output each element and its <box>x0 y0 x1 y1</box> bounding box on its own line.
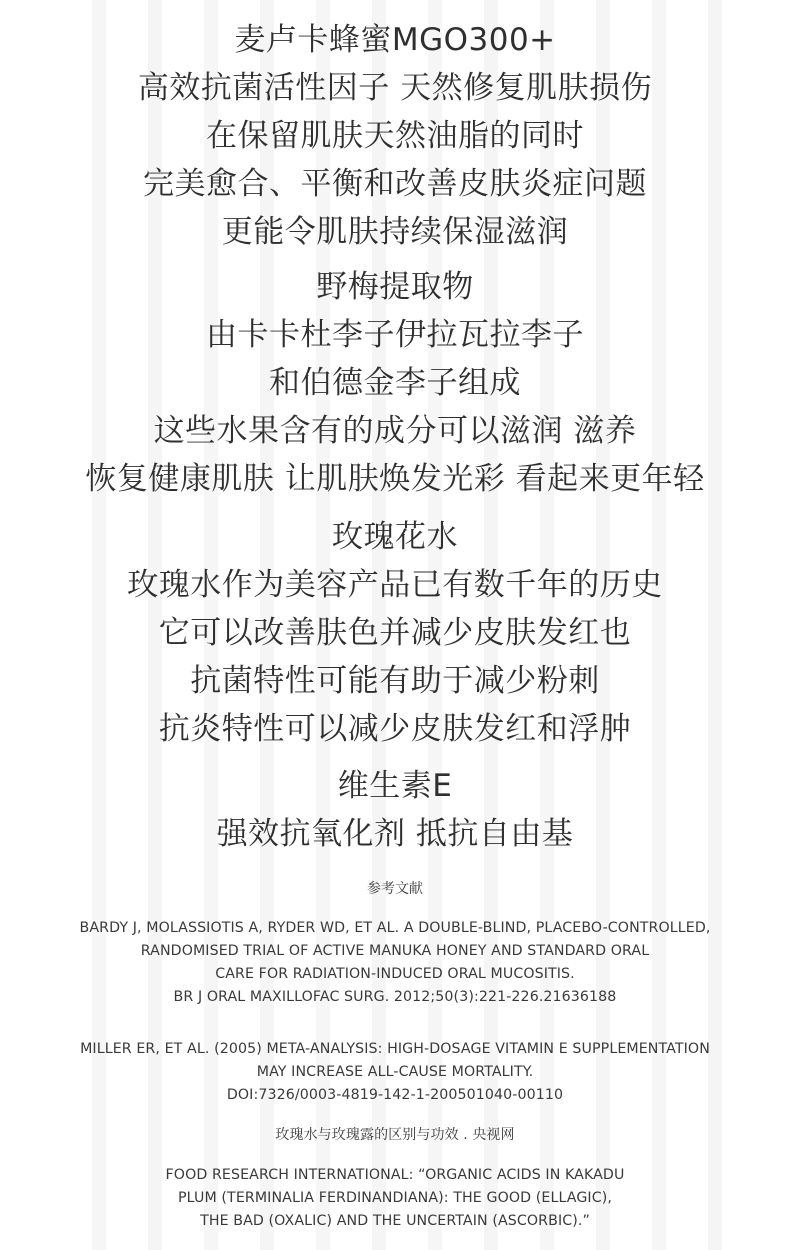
section-title: 野梅提取物 <box>316 269 474 305</box>
section-line: 抗菌特性可能有助于减少粉刺 <box>190 663 600 699</box>
section-wild-plum-extract <box>0 263 790 503</box>
section-line: 更能令肌肤持续保湿滋润 <box>221 214 569 250</box>
reference-line: FOOD RESEARCH INTERNATIONAL: “ORGANIC ACIDS IN KAKADU <box>165 1167 625 1183</box>
section-line: 恢复健康肌肤 让肌肤焕发光彩 看起来更年轻 <box>85 461 705 497</box>
reference-line: THE BAD (OXALIC) AND THE UNCERTAIN (ASCORBIC).” <box>200 1213 590 1229</box>
section-line: 抗炎特性可以减少皮肤发红和浮肿 <box>158 711 632 747</box>
section-manuka-honey <box>0 16 790 256</box>
section-line: 强效抗氧化剂 抵抗自由基 <box>216 816 574 852</box>
section-line: 高效抗菌活性因子 天然修复肌肤损伤 <box>137 70 653 106</box>
reference-line: PLUM (TERMINALIA FERDINANDIANA): THE GOOD (ELLAGIC), <box>178 1190 612 1206</box>
reference-line: MAY INCREASE ALL-CAUSE MORTALITY. <box>256 1064 534 1080</box>
reference-line: RANDOMISED TRIAL OF ACTIVE MANUKA HONEY AND STANDARD ORAL <box>140 943 650 959</box>
reference-line: MILLER ER, ET AL. (2005) META-ANALYSIS: HIGH-DOSAGE VITAMIN E SUPPLEMENTATION <box>80 1041 710 1057</box>
section-line: 它可以改善肤色并减少皮肤发红也 <box>158 615 632 651</box>
reference-item <box>0 1164 790 1233</box>
section-rose-water <box>0 513 790 753</box>
section-line: 这些水果含有的成分可以滋润 滋养 <box>153 413 637 449</box>
reference-line: BARDY J, MOLASSIOTIS A, RYDER WD, ET AL. A DOUBLE-BLIND, PLACEBO-CONTROLLED, <box>79 920 711 936</box>
references-title: 参考文献 <box>367 881 423 897</box>
section-title: 维生素E <box>337 768 453 804</box>
reference-item <box>0 1125 790 1145</box>
section-vitamin-e <box>0 762 790 858</box>
section-title: 麦卢卡蜂蜜MGO300+ <box>234 22 556 58</box>
section-line: 玫瑰水作为美容产品已有数千年的历史 <box>127 567 663 603</box>
section-line: 和伯德金李子组成 <box>269 365 521 401</box>
reference-line: DOI:7326/0003-4819-142-1-200501040-00110 <box>226 1087 564 1103</box>
reference-item <box>0 1038 790 1107</box>
reference-line: CARE FOR RADIATION-INDUCED ORAL MUCOSITIS. <box>215 966 575 982</box>
section-title: 玫瑰花水 <box>332 519 458 555</box>
section-line: 由卡卡杜李子伊拉瓦拉李子 <box>206 317 584 353</box>
reference-line: BR J ORAL MAXILLOFAC SURG. 2012;50(3):221-226.21636188 <box>173 989 617 1005</box>
section-line: 完美愈合、平衡和改善皮肤炎症问题 <box>143 166 647 202</box>
section-line: 在保留肌肤天然油脂的同时 <box>206 118 584 154</box>
reference-item <box>0 917 790 1009</box>
reference-line: 玫瑰水与玫瑰露的区别与功效 . 央视网 <box>275 1127 515 1143</box>
